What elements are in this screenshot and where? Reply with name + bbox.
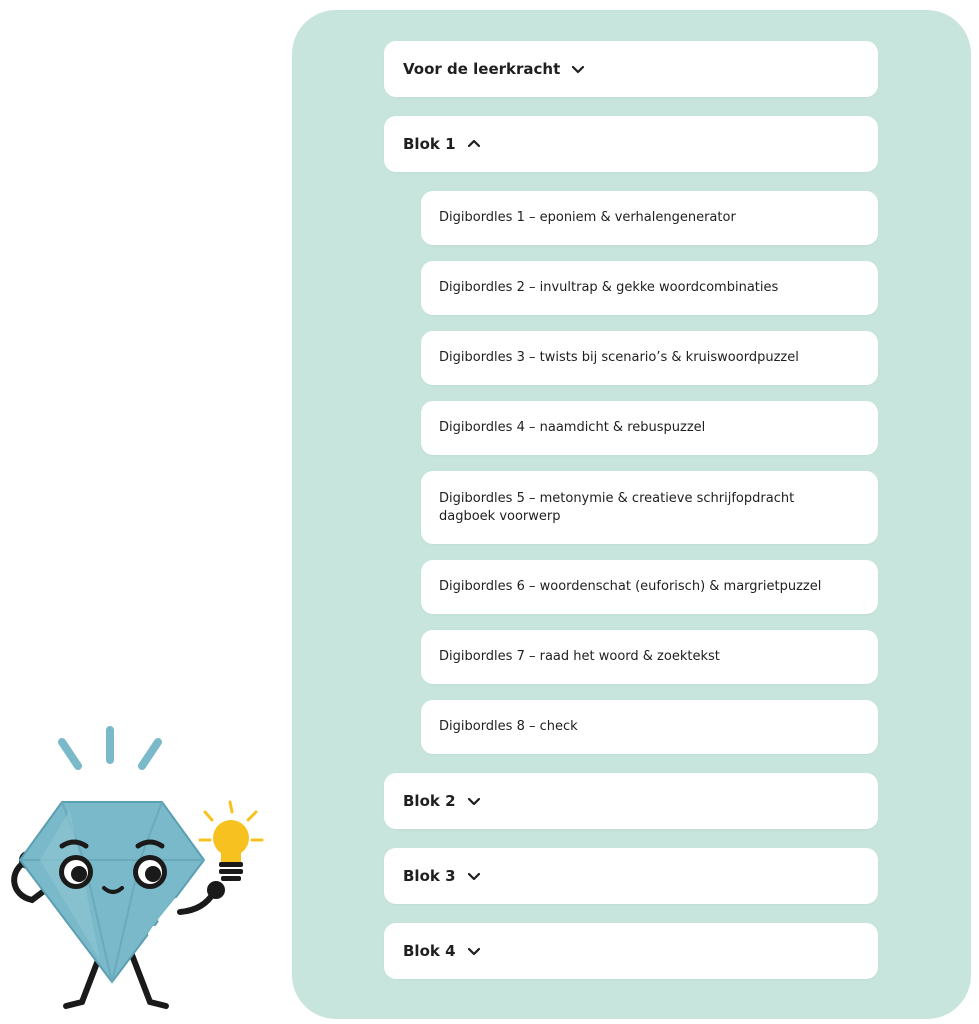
diamond-mascot-illustration: [0, 720, 280, 1020]
accordion-header-teacher[interactable]: [384, 41, 878, 97]
lesson-label: Digibordles 5 – metonymie & creatieve schrijfopdracht dagboek voorwerp: [439, 490, 795, 524]
lesson-label: Digibordles 2 – invultrap & gekke woordcombinaties: [439, 280, 779, 295]
accordion-header-label: Blok 1: [403, 135, 456, 153]
lesson-label: Digibordles 8 – check: [439, 719, 578, 734]
chevron-up-icon: [466, 136, 482, 152]
sparkle-lines-icon: [62, 730, 158, 766]
lesson-link-4[interactable]: [421, 401, 878, 455]
lesson-label: Digibordles 3 – twists bij scenario’s & kruiswoordpuzzel: [439, 350, 799, 365]
accordion-header-label: Blok 2: [403, 792, 456, 810]
lesson-label: Digibordles 4 – naamdicht & rebuspuzzel: [439, 420, 706, 435]
lesson-link-7[interactable]: [421, 630, 878, 684]
lesson-label: Digibordles 1 – eponiem & verhalengenerator: [439, 210, 736, 225]
chevron-down-icon: [466, 793, 482, 809]
lesson-link-8[interactable]: [421, 700, 878, 754]
accordion-header-blok-1[interactable]: [384, 116, 878, 172]
chevron-down-icon: [466, 943, 482, 959]
lesson-link-6[interactable]: [421, 560, 878, 614]
lesson-link-1[interactable]: [421, 191, 878, 245]
accordion-header-label: Blok 3: [403, 867, 456, 885]
lesson-label: Digibordles 6 – woordenschat (euforisch) & margrietpuzzel: [439, 579, 822, 594]
accordion-header-label: Blok 4: [403, 942, 456, 960]
accordion-header-label: Voor de leerkracht: [403, 60, 561, 78]
lesson-link-5[interactable]: [421, 471, 878, 544]
lesson-link-3[interactable]: [421, 331, 878, 385]
accordion-header-blok-2[interactable]: [384, 773, 878, 829]
lesson-link-2[interactable]: [421, 261, 878, 315]
chevron-down-icon: [466, 868, 482, 884]
accordion-header-blok-4[interactable]: [384, 923, 878, 979]
lesson-label: Digibordles 7 – raad het woord & zoektekst: [439, 649, 720, 664]
accordion-header-blok-3[interactable]: [384, 848, 878, 904]
chevron-down-icon: [570, 61, 586, 77]
lightbulb-icon: [200, 802, 262, 881]
